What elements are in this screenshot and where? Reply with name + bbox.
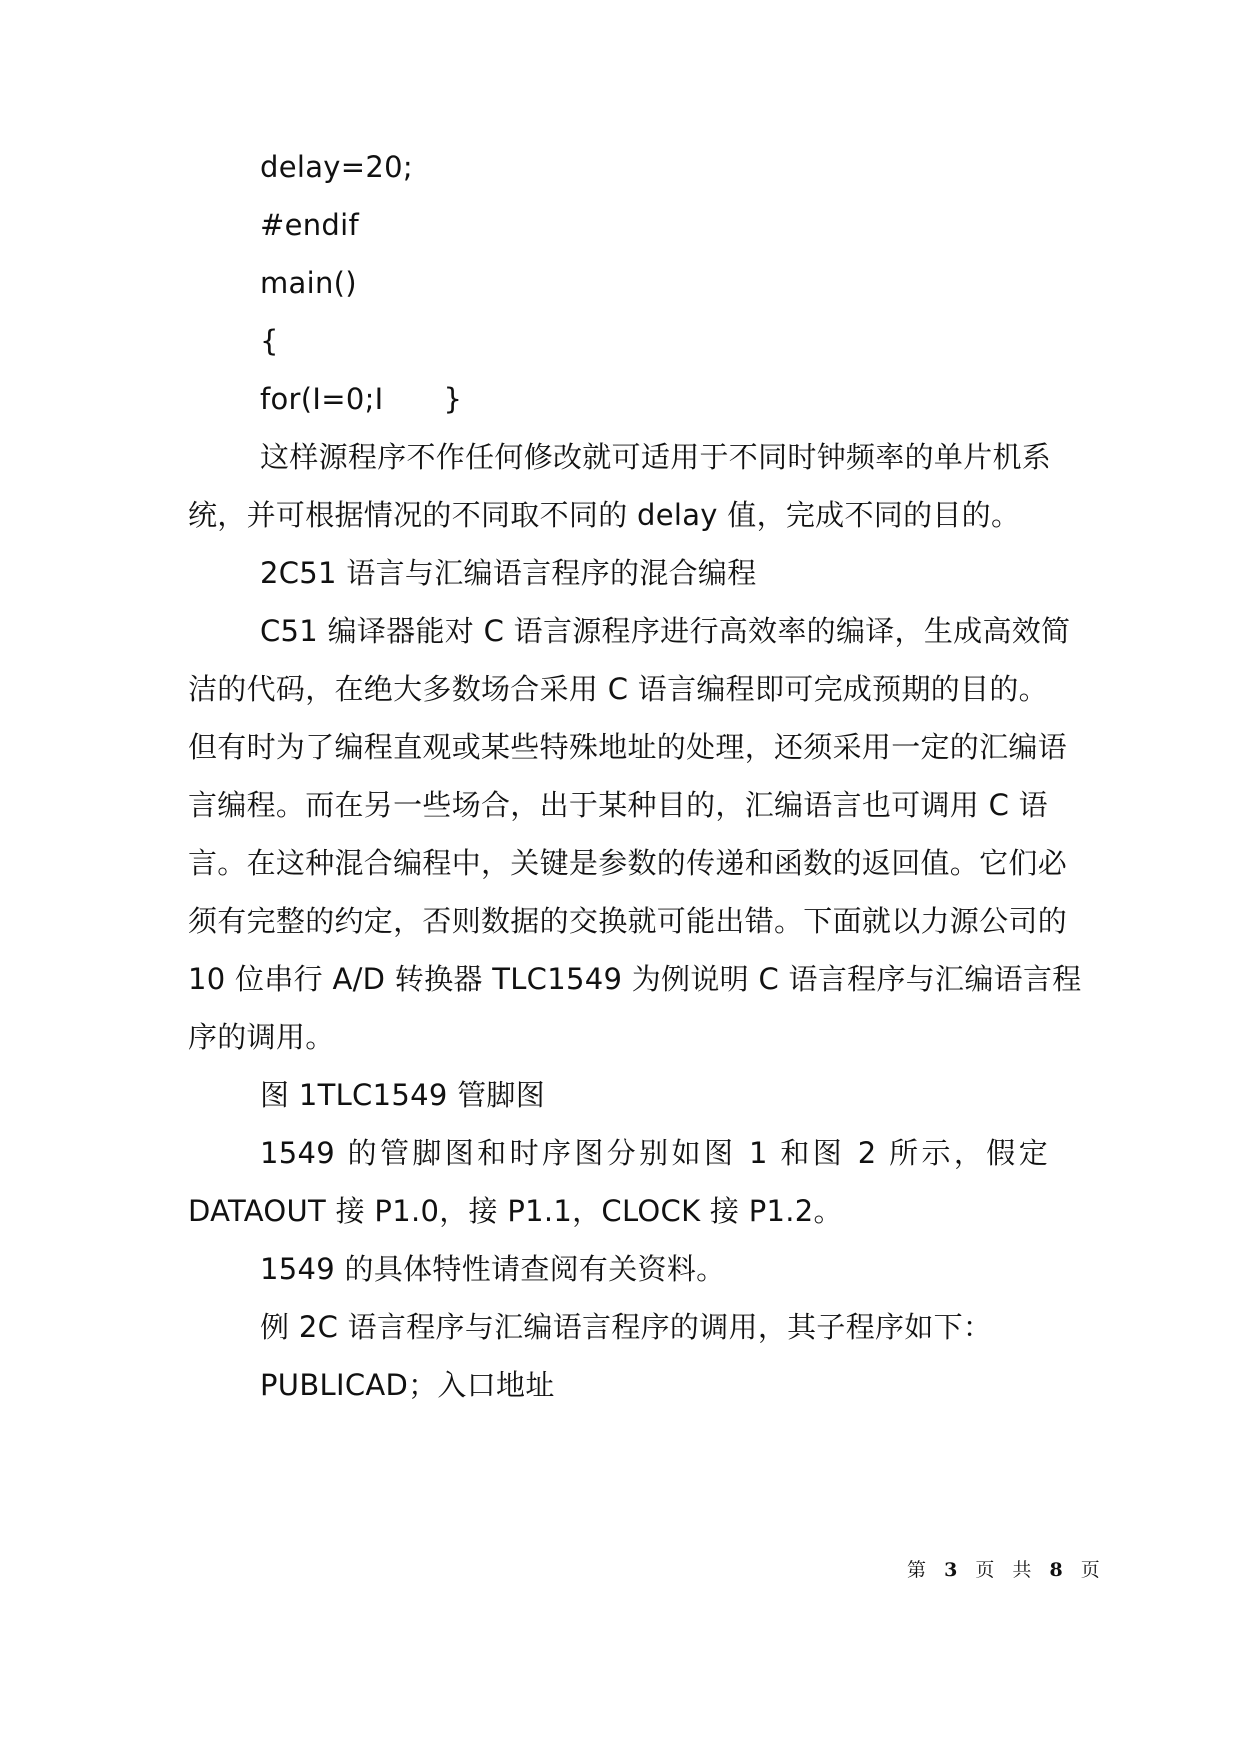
code-for-statement: for(I=0;I [260,382,384,416]
code-close-brace: } [443,382,463,416]
page-number-footer [907,1558,1106,1582]
code-line-open-brace: { [260,324,279,358]
footer-suffix: 页 [1080,1559,1106,1581]
paragraph-2-line-8: 序的调用。 [188,1020,335,1054]
code-line-endif: #endif [260,208,359,242]
paragraph-2-line-1: C51 编译器能对 C 语言源程序进行高效率的编译，生成高效简 [260,614,1071,648]
paragraph-2-line-2: 洁的代码，在绝大多数场合采用 C 语言编程即可完成预期的目的。 [188,672,1048,706]
paragraph-2-line-6: 须有完整的约定，否则数据的交换就可能出错。下面就以力源公司的 [188,904,1068,938]
footer-prefix: 第 [907,1559,933,1581]
paragraph-1-line-2: 统，并可根据情况的不同取不同的 delay 值，完成不同的目的。 [188,498,1021,532]
code-line-main: main() [260,266,357,300]
paragraph-2-line-5: 言。在这种混合编程中，关键是参数的传递和函数的返回值。它们必 [188,846,1068,880]
paragraph-6: PUBLICAD；入口地址 [260,1368,555,1402]
figure-caption: 图 1TLC1549 管脚图 [260,1078,546,1112]
paragraph-5: 例 2C 语言程序与汇编语言程序的调用，其子程序如下： [260,1310,993,1344]
paragraph-2-line-7: 10 位串行 A/D 转换器 TLC1549 为例说明 C 语言程序与汇编语言程 [188,962,1082,996]
code-line-delay: delay=20; [260,150,413,184]
section-heading: 2C51 语言与汇编语言程序的混合编程 [260,556,757,590]
footer-total-pages: 8 [1049,1559,1069,1581]
paragraph-2-line-4: 言编程。而在另一些场合，出于某种目的，汇编语言也可调用 C 语 [188,788,1048,822]
footer-middle: 页 共 [975,1559,1038,1581]
paragraph-2-line-3: 但有时为了编程直观或某些特殊地址的处理，还须采用一定的汇编语 [188,730,1068,764]
paragraph-3-line-1: 1549 的管脚图和时序图分别如图 1 和图 2 所示，假定 [260,1136,1048,1170]
paragraph-3-line-2: DATAOUT 接 P1.0，接 P1.1，CLOCK 接 P1.2。 [188,1194,843,1228]
paragraph-1-line-1: 这样源程序不作任何修改就可适用于不同时钟频率的单片机系 [260,440,1052,474]
footer-current-page: 3 [944,1559,964,1581]
paragraph-4: 1549 的具体特性请查阅有关资料。 [260,1252,726,1286]
code-line-for [260,379,462,419]
